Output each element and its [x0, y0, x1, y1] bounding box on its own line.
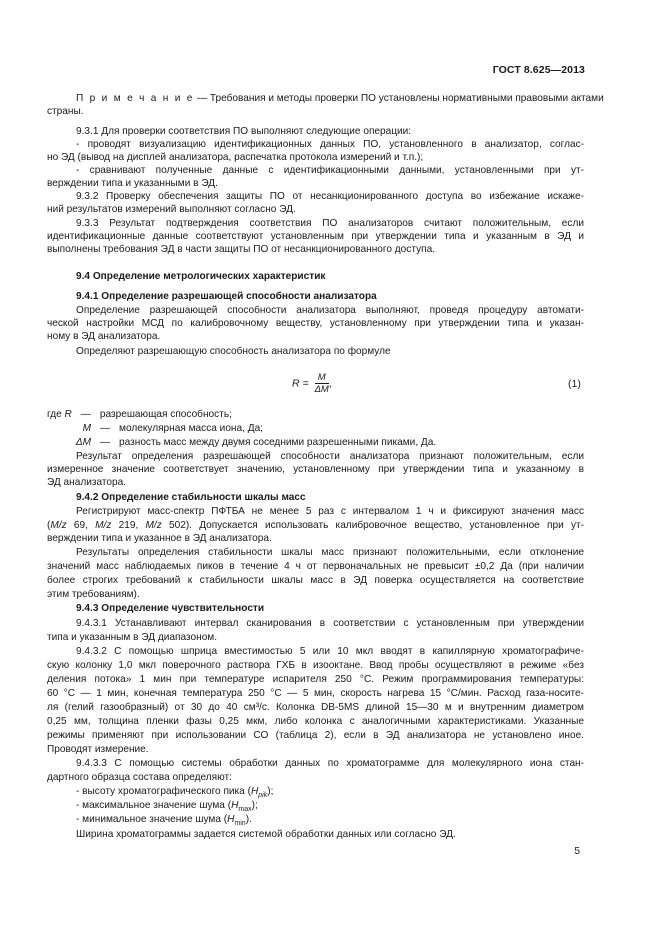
text-line: Результат определения разрешающей способности анализатора признают положительным, если: [76, 451, 584, 462]
text-line: Проводят измерение.: [47, 744, 149, 755]
section-9-4-title: 9.4 Определение метрологических характеристик: [76, 271, 326, 282]
definition-dash: —: [99, 423, 111, 434]
text-line: Ширина хроматограммы задается системой обработки данных или согласно ЭД.: [76, 829, 456, 840]
text-line: типа и указанным в ЭД диапазоном.: [47, 632, 218, 643]
para-9-3-1: 9.3.1 Для проверки соответствия ПО выполняют следующие операции:: [76, 126, 412, 137]
text-line: Определение разрешающей способности анализатора выполняют, проведя процедуру автомати-: [76, 305, 584, 316]
text-line: значений масс наблюдаемых пиков в течение 4 ч от первоначальных не превысит ±0,2 Да (при наличии: [47, 561, 584, 572]
text-fragment: - максимальное значение шума (: [76, 800, 232, 811]
definition-lead: где: [47, 409, 62, 420]
definition-symbol: M: [82, 423, 91, 434]
para-9-3-3: 9.3.3 Результат подтверждения соответствия ПО анализаторов считают положительным, если: [76, 218, 584, 229]
definition-text: разрешающая способность;: [99, 409, 232, 420]
formula-lhs: R =: [292, 377, 309, 390]
text-line: Результаты определения стабильности шкалы масс признают положительными, если отклонение: [76, 547, 584, 558]
text-fragment: (: [47, 520, 51, 531]
text-line: деления потока» 1 мин при температуре испарителя 250 °С. Режим программирования температуры:: [47, 674, 584, 685]
text-line: ЭД анализатора.: [47, 477, 127, 488]
note-label: П р и м е ч а н и е: [76, 93, 195, 104]
text-line: ля (гелий газообразный) от 30 до 40 см³/с. Колонка DB-5MS длиной 15—30 м и внутренним диаметром: [47, 702, 584, 713]
text-fragment: 502). Допускается использовать калибровочное вещество, установленное при ут-: [161, 520, 584, 531]
document-code: ГОСТ 8.625—2013: [492, 64, 585, 76]
text-line: режимы применяют при использовании СО (таблица 2), если в ЭД анализатора не установлено иное.: [47, 730, 584, 741]
formula-denominator: ΔM: [314, 384, 329, 395]
definition-dash: —: [99, 437, 111, 448]
definition-text: молекулярная масса иона, Да;: [119, 423, 263, 434]
section-9-4-2-title: 9.4.2 Определение стабильности шкалы масс: [76, 492, 306, 503]
text-line: этим требованиям).: [47, 589, 140, 600]
text-line: верждении типа и указанное в ЭД анализатора.: [47, 533, 272, 544]
formula-tail: ,: [328, 377, 332, 390]
text-line: скую колонку 1,0 мкл поверочного раствора ГХБ в изооктане. Ввод пробы осуществляют в режиме «без: [47, 660, 584, 671]
text-line: [47, 519, 584, 532]
para-9-3-2: 9.3.2 Проверку обеспечения защиты ПО от несанкционированного доступа во избежание искаже-: [76, 191, 584, 202]
mz-label: M/z: [50, 520, 67, 531]
note-line-1: [76, 92, 604, 105]
definition-dm: [47, 436, 436, 449]
symbol: H: [231, 800, 239, 811]
mz-label: M/z: [95, 520, 112, 531]
text-line: 0,25 мм, толщина пленки фазы 0,25 мкм, либо колонка с аналогичными характеристиками. Указанные: [47, 716, 584, 727]
definition-text: разность масс между двумя соседними разрешенными пиками, Да.: [119, 437, 437, 448]
text-fragment: - высоту хроматографического пика (: [76, 786, 251, 797]
formula-numerator: M: [315, 372, 329, 384]
formula-number: (1): [568, 378, 581, 390]
definition-symbol: R: [64, 409, 72, 420]
text-fragment: );: [251, 800, 258, 811]
text-line: Определяют разрешающую способность анализатора по формуле: [76, 346, 391, 357]
subscript: max: [238, 806, 252, 814]
para-9-4-3-1: 9.4.3.1 Устанавливают интервал сканирования в соответствии с установленным при утверждении: [76, 618, 584, 629]
subscript: pik: [258, 792, 268, 800]
text-line: измеренное значение соответствует значению, установленному при утверждении типа и указанному в: [47, 464, 584, 475]
formula-fraction: [315, 372, 329, 395]
text-fragment: 219,: [111, 520, 146, 531]
text-line: - проводят визуализацию идентификационных данных ПО, установленного в анализатор, соглас-: [76, 139, 584, 150]
symbol: H: [250, 786, 259, 797]
text-line: - сравнивают полученные данные с идентификационными данными, установленными при ут-: [76, 165, 584, 176]
text-line: ний результатов измерений выполняют согласно ЭД.: [47, 204, 296, 215]
definition-symbol: ΔM: [75, 437, 91, 448]
definition-r: [47, 408, 232, 421]
text-line: идентификационные данные соответствуют установленным при утверждении типа и указанным в ЭД и: [47, 231, 584, 242]
para-9-4-3-2: 9.4.3.2 С помощью шприца вместимостью 5 или 10 мкл вводят в капиллярную хроматографиче-: [76, 646, 584, 657]
note-line-2: страны.: [47, 106, 84, 117]
text-fragment: );: [267, 786, 274, 797]
symbol: H: [227, 814, 235, 825]
definition-m: [47, 422, 263, 435]
subscript: min: [234, 820, 246, 828]
text-line: ческой настройки МСД по калибровочному веществу, установленному при утверждении типа и указан-: [47, 318, 584, 329]
text-line: верждении типа и указанными в ЭД.: [47, 178, 218, 189]
text-line: но ЭД (вывод на дисплей анализатора, распечатка протокола измерений и т.п.);: [47, 152, 424, 163]
text-line: более строгих требований к стабильности шкалы масс в ЭД поверка осуществляется на соответствие: [47, 575, 584, 586]
text-fragment: 69,: [66, 520, 96, 531]
formula-1: [292, 372, 332, 395]
text-fragment: - минимальное значение шума (: [76, 814, 228, 825]
text-line: 60 °С — 1 мин, конечная температура 250 °С — 5 мин, скорость нагрева 15 °С/мин. Расход газа-носите-: [47, 688, 584, 699]
text-line: выполнены требования ЭД в части защиты ПО от несанкционированного доступа.: [47, 244, 436, 255]
note-text: — Требования и методы проверки ПО установлены нормативными правовыми актами: [194, 93, 604, 104]
text-line: ному в ЭД анализатора.: [47, 331, 161, 342]
section-9-4-3-title: 9.4.3 Определение чувствительности: [76, 603, 265, 614]
text-line: дартного образца состава определяют:: [47, 772, 232, 783]
section-9-4-1-title: 9.4.1 Определение разрешающей способности анализатора: [76, 291, 377, 302]
page-number: 5: [574, 846, 580, 857]
text-line: Регистрируют масс-спектр ПФТБА не менее 5 раз с интервалом 1 ч и фиксируют значения масс: [76, 506, 584, 517]
text-fragment: ).: [245, 814, 252, 825]
para-9-4-3-3: 9.4.3.3 С помощью системы обработки данных по хроматограмме для молекулярного иона стан-: [76, 758, 584, 769]
mz-label: M/z: [145, 520, 162, 531]
definition-dash: —: [80, 409, 91, 420]
